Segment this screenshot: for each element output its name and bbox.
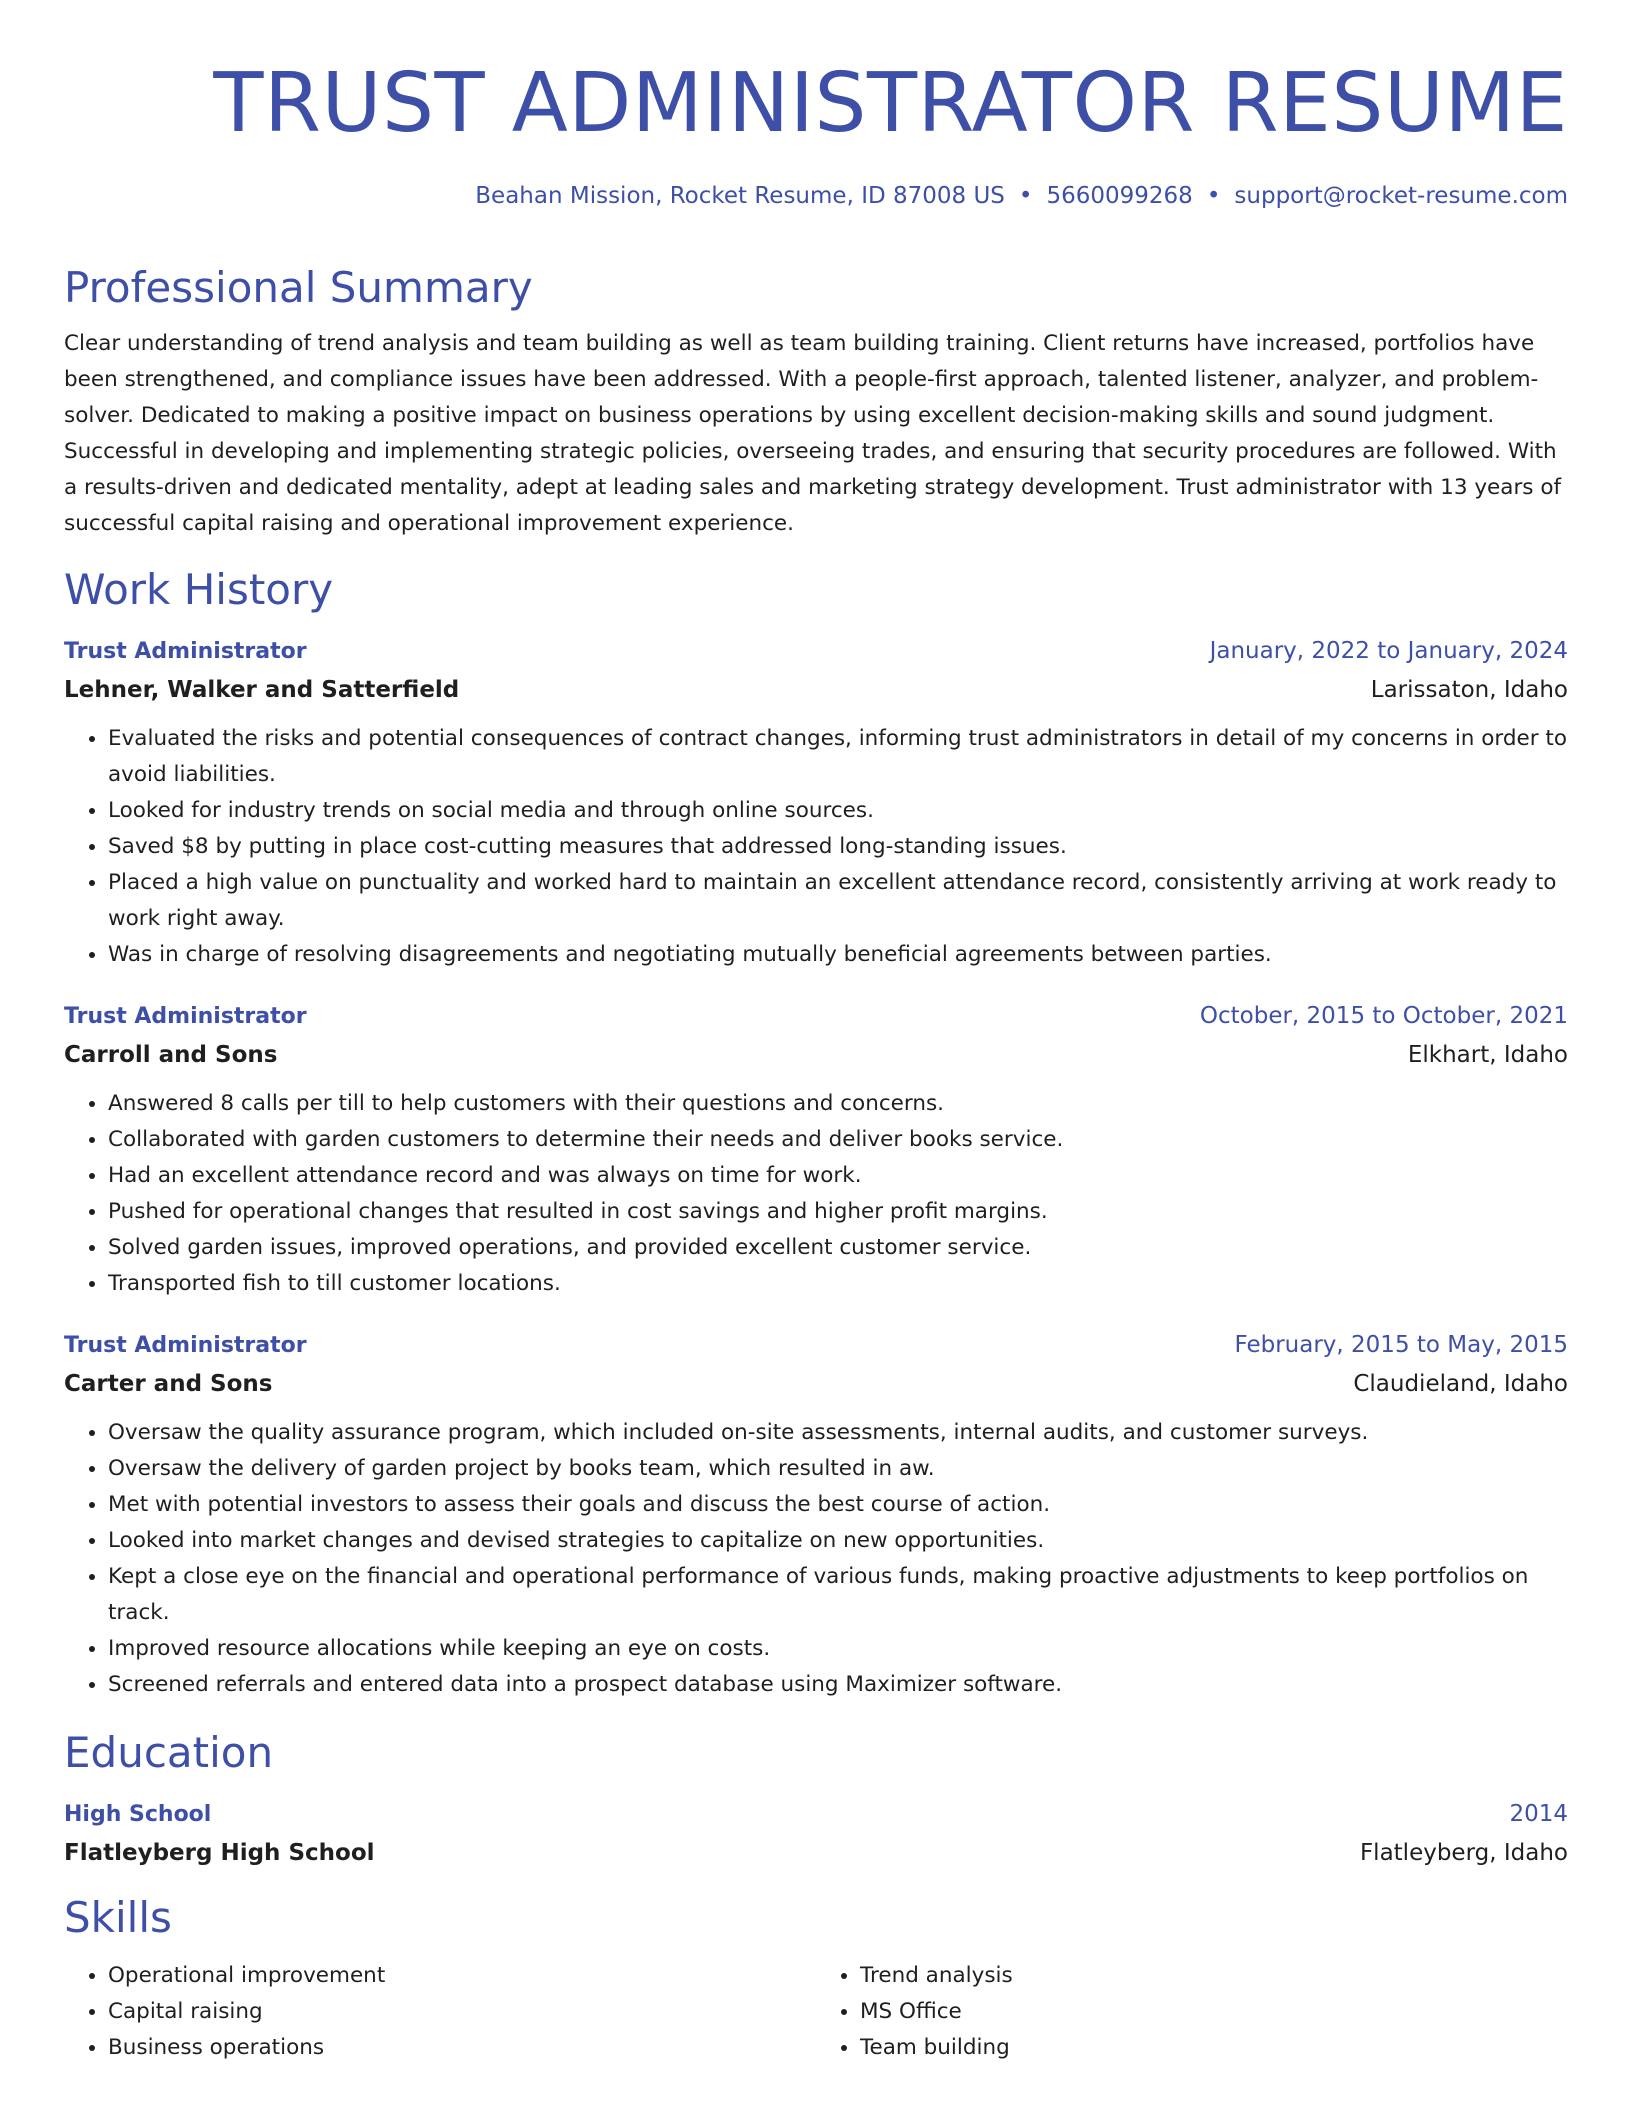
skills-columns (64, 1958, 1568, 2066)
job-bullet: • Transported fish to till customer locations. (108, 1266, 1568, 1302)
skills-column-right (816, 1958, 1568, 2066)
job-bullet: • Oversaw the quality assurance program, which included on-site assessments, internal audits, and customer surveys. (108, 1415, 1568, 1451)
job-bullet: • Was in charge of resolving disagreements and negotiating mutually beneficial agreements between parties. (108, 937, 1568, 973)
education-year: 2014 (1509, 1801, 1568, 1827)
summary-heading: Professional Summary (64, 263, 533, 312)
contact-separator: • (1206, 183, 1221, 209)
job-dates: October, 2015 to October, 2021 (1199, 1003, 1568, 1029)
job-dates: February, 2015 to May, 2015 (1234, 1332, 1568, 1358)
job-location: Claudieland, Idaho (1353, 1371, 1568, 1397)
skills-section (64, 1892, 1568, 2066)
job-company-row (64, 1036, 1568, 1074)
contact-line (475, 180, 1568, 212)
job-bullet: • Solved garden issues, improved operations, and provided excellent customer service. (108, 1230, 1568, 1266)
job-bullet: • Looked into market changes and devised strategies to capitalize on new opportunities. (108, 1523, 1568, 1559)
skill-item: • Capital raising (108, 1994, 816, 2030)
job-bullet: • Had an excellent attendance record and was always on time for work. (108, 1158, 1568, 1194)
skills-column-left (64, 1958, 816, 2066)
job-header-row (64, 632, 1568, 671)
contact-phone: 5660099268 (1046, 183, 1193, 209)
job-entry (64, 632, 1568, 973)
skill-item: • Operational improvement (108, 1958, 816, 1994)
skill-item: • Business operations (108, 2030, 816, 2066)
skill-item: • Team building (860, 2030, 1568, 2066)
job-bullet: • Screened referrals and entered data into a prospect database using Maximizer software. (108, 1667, 1568, 1703)
job-role: Trust Administrator (64, 1333, 307, 1358)
job-bullet: • Improved resource allocations while keeping an eye on costs. (108, 1631, 1568, 1667)
job-bullet: • Pushed for operational changes that resulted in cost savings and higher profit margins. (108, 1194, 1568, 1230)
job-bullets (64, 1415, 1568, 1703)
job-company: Lehner, Walker and Satterfield (64, 677, 460, 703)
education-school: Flatleyberg High School (64, 1840, 375, 1866)
job-entry (64, 997, 1568, 1302)
job-location: Elkhart, Idaho (1407, 1042, 1568, 1068)
skill-item: • Trend analysis (860, 1958, 1568, 1994)
job-header-row (64, 997, 1568, 1036)
job-bullet: • Evaluated the risks and potential consequences of contract changes, informing trust administrators in detail of my concerns in order to avoid liabilities. (108, 721, 1568, 793)
education-header-row (64, 1795, 1568, 1834)
education-location: Flatleyberg, Idaho (1359, 1840, 1568, 1866)
job-bullet: • Answered 8 calls per till to help customers with their questions and concerns. (108, 1086, 1568, 1122)
job-bullets (64, 721, 1568, 973)
contact-separator: • (1018, 183, 1033, 209)
job-role: Trust Administrator (64, 639, 307, 664)
job-entry (64, 1326, 1568, 1703)
resume-title: TRUST ADMINISTRATOR RESUME (213, 56, 1568, 151)
job-company-row (64, 1365, 1568, 1403)
contact-address: Beahan Mission, Rocket Resume, ID 87008 US (475, 183, 1005, 209)
job-bullet: • Collaborated with garden customers to determine their needs and deliver books service. (108, 1122, 1568, 1158)
job-company-row (64, 671, 1568, 709)
job-bullets (64, 1086, 1568, 1302)
contact-email: support@rocket-resume.com (1234, 183, 1568, 209)
job-bullet: • Met with potential investors to assess their goals and discuss the best course of action. (108, 1487, 1568, 1523)
skills-heading: Skills (64, 1893, 172, 1942)
education-degree: High School (64, 1802, 212, 1827)
job-bullet: • Looked for industry trends on social media and through online sources. (108, 793, 1568, 829)
job-bullet: • Oversaw the delivery of garden project by books team, which resulted in aw. (108, 1451, 1568, 1487)
education-heading: Education (64, 1728, 274, 1777)
job-bullet: • Kept a close eye on the financial and operational performance of various funds, making proactive adjustments to keep portfolios on track. (108, 1559, 1568, 1631)
summary-section (64, 262, 1568, 542)
resume-content (64, 262, 1568, 2066)
job-role: Trust Administrator (64, 1004, 307, 1029)
skill-item: • MS Office (860, 1994, 1568, 2030)
education-entry (64, 1795, 1568, 1872)
education-school-row (64, 1834, 1568, 1872)
job-dates: January, 2022 to January, 2024 (1209, 638, 1568, 664)
work-history-heading: Work History (64, 565, 334, 614)
education-section (64, 1727, 1568, 1872)
job-header-row (64, 1326, 1568, 1365)
job-company: Carter and Sons (64, 1371, 273, 1397)
job-location: Larissaton, Idaho (1370, 677, 1568, 703)
work-history-section (64, 564, 1568, 1703)
summary-text: Clear understanding of trend analysis and team building as well as team building training. Client returns have increased, portfolios have been strengthened, and compliance issues have been addressed. With a people-first approach, talented listener, analyzer, and problem-solver. Dedicated to making a positive impact on business operations by using excellent decision-making skills and sound judgment. Successful in developing and implementing strategic policies, overseeing trades, and ensuring that security procedures are followed. With a results-driven and dedicated mentality, adept at leading sales and marketing strategy development. Trust administrator with 13 years of successful capital raising and operational improvement experience. (64, 331, 1562, 536)
job-bullet: • Saved $8 by putting in place cost-cutting measures that addressed long-standing issues. (108, 829, 1568, 865)
job-bullet: • Placed a high value on punctuality and worked hard to maintain an excellent attendance record, consistently arriving at work ready to work right away. (108, 865, 1568, 937)
job-company: Carroll and Sons (64, 1042, 278, 1068)
